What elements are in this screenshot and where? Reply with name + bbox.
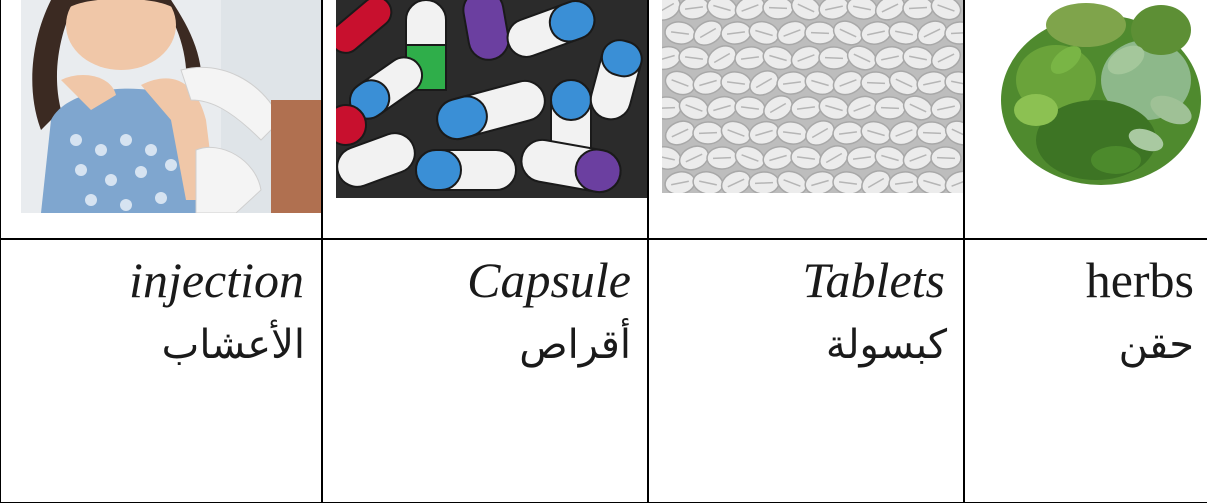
tablets-image [662,0,963,193]
column-divider [963,0,965,502]
arabic-label-1: الأعشاب [161,322,305,368]
english-label-injection: injection [129,252,304,308]
english-label-tablets: Tablets [802,252,945,308]
row-divider [1,238,1207,240]
column-divider [647,0,649,502]
capsule-image [336,0,647,198]
column-divider [321,0,323,502]
english-label-herbs: herbs [1085,252,1194,308]
injection-image [21,0,321,213]
arabic-label-2: أقراص [519,322,631,368]
arabic-label-4: حقن [1118,322,1194,368]
herbs-image [996,0,1207,195]
arabic-label-3: كبسولة [825,322,947,368]
english-label-capsule: Capsule [467,252,631,308]
